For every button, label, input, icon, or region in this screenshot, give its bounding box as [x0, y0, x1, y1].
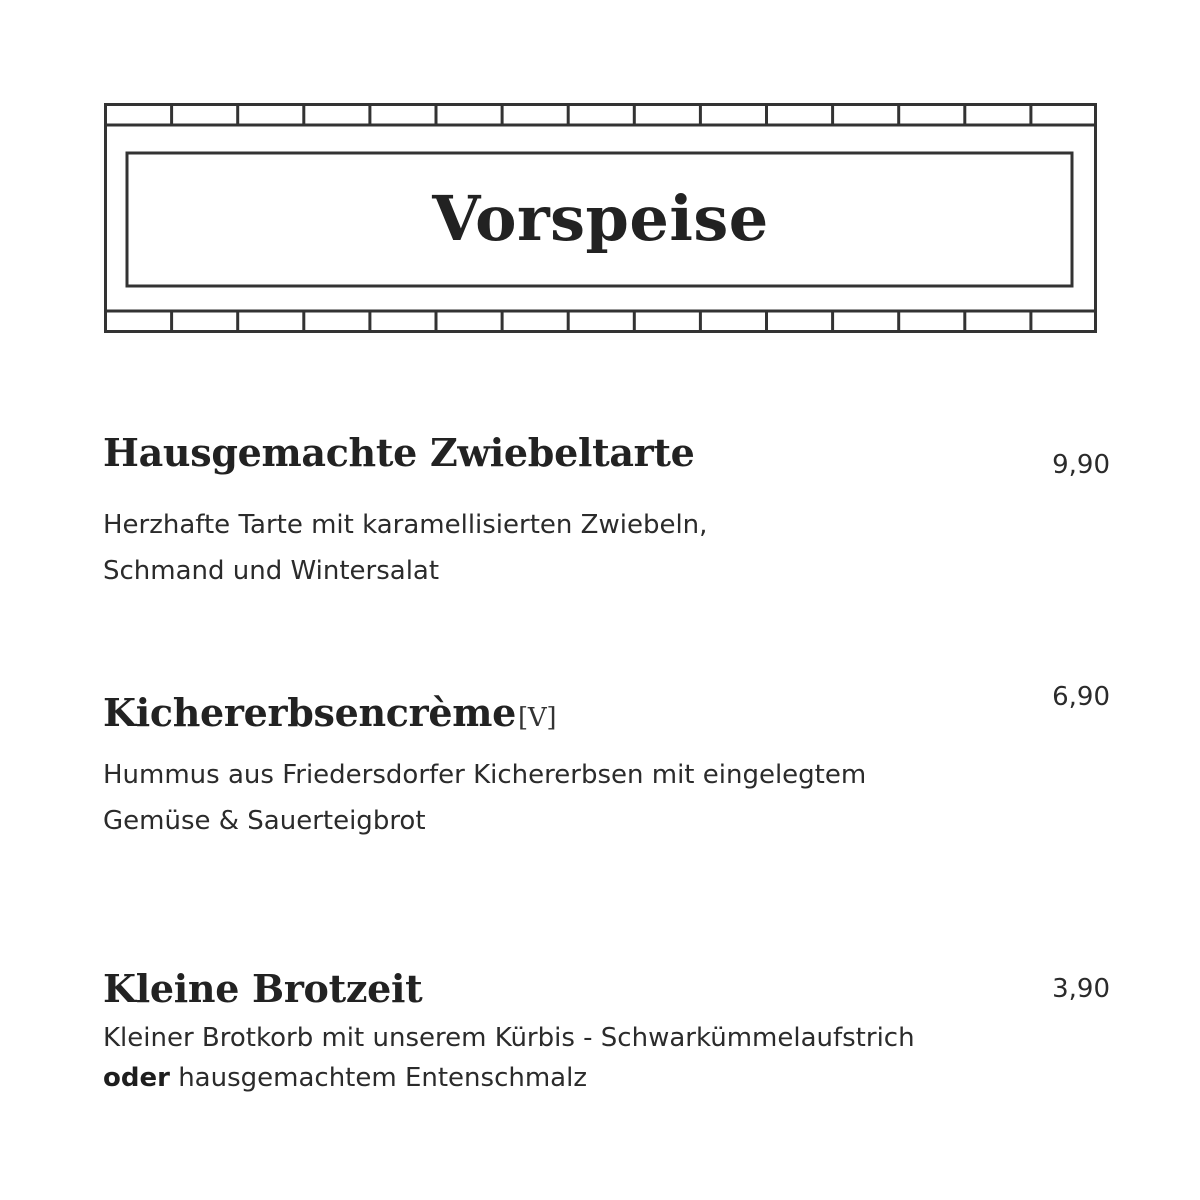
item-name-text: Kleine Brotzeit — [103, 966, 423, 1011]
description-line: Hummus aus Friedersdorfer Kichererbsen mit eingelegtem — [103, 760, 867, 790]
item-description — [103, 752, 866, 844]
item-name-text: Kichererbsencrème — [103, 690, 517, 735]
description-rest: hausgemachtem Entenschmalz — [169, 1063, 587, 1093]
description-line: Schmand und Wintersalat — [103, 556, 440, 586]
item-description — [103, 502, 707, 594]
description-emphasis: oder — [103, 1063, 170, 1093]
item-price: 3,90 — [1052, 974, 1110, 1004]
item-name-text: Hausgemachte Zwiebeltarte — [103, 430, 695, 475]
vegan-tag: [V] — [518, 703, 557, 733]
item-name — [103, 690, 556, 735]
item-price: 9,90 — [1052, 450, 1110, 480]
item-price: 6,90 — [1052, 682, 1110, 712]
item-name — [103, 430, 695, 475]
section-title: Vorspeise — [432, 181, 769, 255]
description-line: Gemüse & Sauerteigbrot — [103, 806, 426, 836]
section-header-frame — [104, 103, 1097, 333]
description-line — [103, 1058, 915, 1098]
item-name — [103, 966, 422, 1011]
description-line: Kleiner Brotkorb mit unserem Kürbis - Schwarkümmelaufstrich — [103, 1023, 915, 1053]
description-line: Herzhafte Tarte mit karamellisierten Zwiebeln, — [103, 510, 708, 540]
item-description — [103, 1018, 915, 1098]
